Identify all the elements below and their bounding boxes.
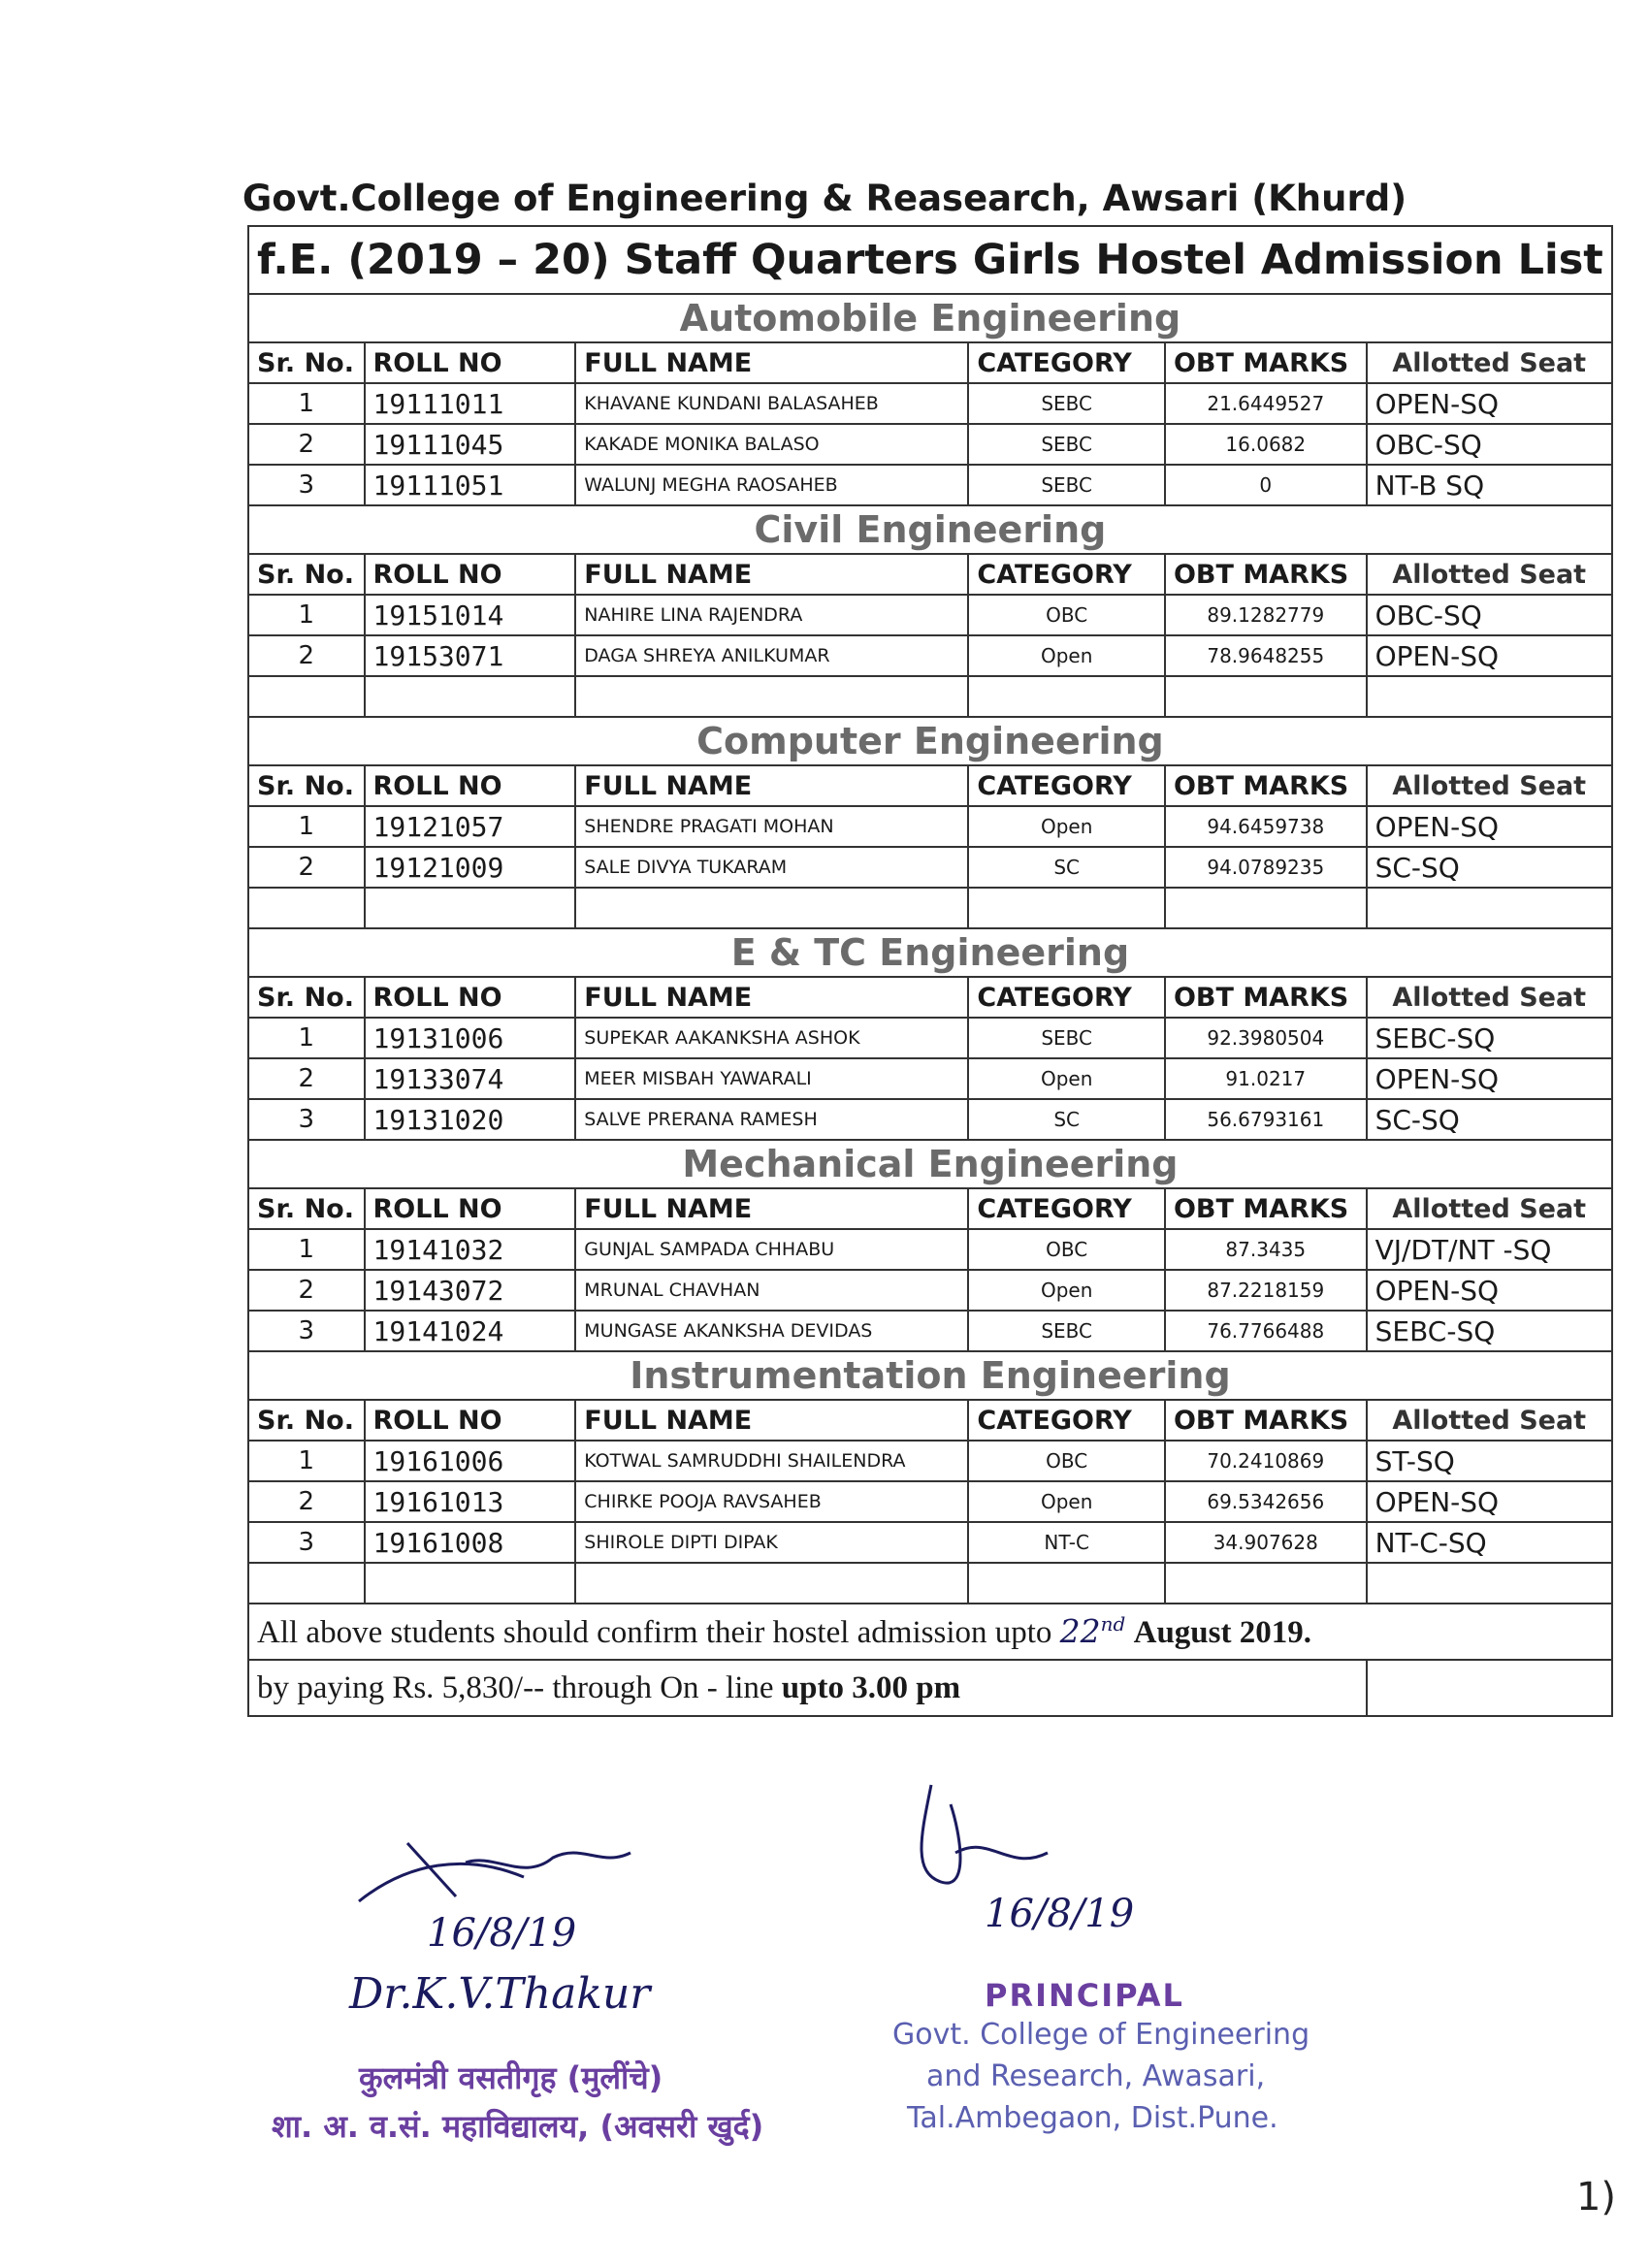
allotted-seat-cell: SEBC-SQ [1367,1311,1612,1351]
header-full-name: FULL NAME [575,977,968,1018]
allotted-seat-cell: OBC-SQ [1367,424,1612,465]
obt-marks-cell: 89.1282779 [1165,595,1367,635]
header-allotted-seat: Allotted Seat [1367,1400,1612,1441]
category-cell: OBC [968,595,1165,635]
roll-no-cell: 19161006 [365,1441,576,1481]
sr-no-cell: 2 [248,1481,365,1522]
full-name-cell: SHIROLE DIPTI DIPAK [575,1522,968,1563]
obt-marks-cell: 21.6449527 [1165,383,1367,424]
table-row [248,806,1612,847]
allotted-seat-cell: OPEN-SQ [1367,635,1612,676]
section-title-row [248,1140,1612,1188]
principal-stamp-line1: Govt. College of Engineering [892,2018,1310,2052]
header-roll-no: ROLL NO [365,342,576,383]
obt-marks-cell: 87.3435 [1165,1229,1367,1270]
full-name-cell: KHAVANE KUNDANI BALASAHEB [575,383,968,424]
sr-no-cell: 2 [248,1270,365,1311]
allotted-seat-cell: NT-C-SQ [1367,1522,1612,1563]
category-cell [968,676,1165,717]
roll-no-cell: 19111011 [365,383,576,424]
table-row [248,424,1612,465]
section-title: Computer Engineering [248,717,1612,765]
header-roll-no: ROLL NO [365,765,576,806]
category-cell: SEBC [968,383,1165,424]
header-full-name: FULL NAME [575,342,968,383]
category-cell [968,888,1165,928]
table-row [248,676,1612,717]
allotted-seat-cell: ST-SQ [1367,1441,1612,1481]
header-roll-no: ROLL NO [365,977,576,1018]
sr-no-cell: 3 [248,1099,365,1140]
header-obt-marks: OBT MARKS [1165,554,1367,595]
category-cell: SEBC [968,1018,1165,1058]
warden-signature-date: 16/8/19 [427,1911,577,1956]
sr-no-cell: 2 [248,847,365,888]
allotted-seat-cell: OBC-SQ [1367,595,1612,635]
header-allotted-seat: Allotted Seat [1367,765,1612,806]
category-cell: Open [968,635,1165,676]
institute-name: Govt.College of Engineering & Reasearch, Awsari (Khurd) [242,178,1407,219]
table-row [248,1270,1612,1311]
column-header-row [248,1400,1612,1441]
sr-no-cell [248,888,365,928]
obt-marks-cell [1165,676,1367,717]
header-allotted-seat: Allotted Seat [1367,342,1612,383]
roll-no-cell: 19133074 [365,1058,576,1099]
category-cell: SEBC [968,424,1165,465]
header-obt-marks: OBT MARKS [1165,1188,1367,1229]
full-name-cell: SALE DIVYA TUKARAM [575,847,968,888]
header-full-name: FULL NAME [575,765,968,806]
header-sr-no: Sr. No. [248,1400,365,1441]
allotted-seat-cell: NT-B SQ [1367,465,1612,505]
full-name-cell: CHIRKE POOJA RAVSAHEB [575,1481,968,1522]
header-obt-marks: OBT MARKS [1165,342,1367,383]
header-obt-marks: OBT MARKS [1165,1400,1367,1441]
header-roll-no: ROLL NO [365,1400,576,1441]
header-obt-marks: OBT MARKS [1165,765,1367,806]
header-category: CATEGORY [968,1400,1165,1441]
table-row [248,383,1612,424]
full-name-cell [575,888,968,928]
full-name-cell: KAKADE MONIKA BALASO [575,424,968,465]
column-header-row [248,342,1612,383]
obt-marks-cell: 34.907628 [1165,1522,1367,1563]
obt-marks-cell [1165,1563,1367,1604]
table-row [248,595,1612,635]
column-header-row [248,977,1612,1018]
category-cell [968,1563,1165,1604]
payment-note-row [248,1660,1612,1716]
obt-marks-cell: 16.0682 [1165,424,1367,465]
section-title-row [248,1351,1612,1400]
payment-deadline: upto 3.00 pm [781,1669,961,1705]
column-header-row [248,765,1612,806]
warden-signature-scribble [349,1824,660,1921]
full-name-cell [575,676,968,717]
allotted-seat-cell [1367,1563,1612,1604]
roll-no-cell: 19151014 [365,595,576,635]
obt-marks-cell: 94.6459738 [1165,806,1367,847]
table-row [248,1522,1612,1563]
full-name-cell: NAHIRE LINA RAJENDRA [575,595,968,635]
obt-marks-cell: 69.5342656 [1165,1481,1367,1522]
section-title: Instrumentation Engineering [248,1351,1612,1400]
table-row [248,465,1612,505]
header-sr-no: Sr. No. [248,1188,365,1229]
obt-marks-cell [1165,888,1367,928]
section-title-row [248,294,1612,342]
header-sr-no: Sr. No. [248,554,365,595]
roll-no-cell: 19121057 [365,806,576,847]
roll-no-cell [365,888,576,928]
category-cell: SEBC [968,465,1165,505]
section-title: Civil Engineering [248,505,1612,554]
table-row [248,1441,1612,1481]
obt-marks-cell: 92.3980504 [1165,1018,1367,1058]
category-cell: Open [968,1270,1165,1311]
hostel-stamp-line1: कुलमंत्री वसतीगृह (मुलींचे) [359,2059,663,2096]
principal-signature-date: 16/8/19 [985,1892,1135,1936]
obt-marks-cell: 76.7766488 [1165,1311,1367,1351]
table-row [248,1018,1612,1058]
header-full-name: FULL NAME [575,554,968,595]
sr-no-cell: 2 [248,424,365,465]
section-title-row [248,717,1612,765]
header-roll-no: ROLL NO [365,554,576,595]
category-cell: SC [968,847,1165,888]
roll-no-cell: 19131006 [365,1018,576,1058]
sr-no-cell: 2 [248,635,365,676]
obt-marks-cell: 87.2218159 [1165,1270,1367,1311]
obt-marks-cell: 56.6793161 [1165,1099,1367,1140]
header-obt-marks: OBT MARKS [1165,977,1367,1018]
header-category: CATEGORY [968,342,1165,383]
obt-marks-cell: 78.9648255 [1165,635,1367,676]
sr-no-cell: 3 [248,1522,365,1563]
full-name-cell: SHENDRE PRAGATI MOHAN [575,806,968,847]
roll-no-cell: 19121009 [365,847,576,888]
allotted-seat-cell: SEBC-SQ [1367,1018,1612,1058]
full-name-cell: GUNJAL SAMPADA CHHABU [575,1229,968,1270]
page-mark: 1) [1575,2175,1616,2219]
payment-note-empty-cell [1367,1660,1612,1716]
column-header-row [248,554,1612,595]
warden-signature-block [272,1824,766,2192]
roll-no-cell [365,676,576,717]
allotted-seat-cell: OPEN-SQ [1367,1481,1612,1522]
section-title-row [248,928,1612,977]
category-cell: SEBC [968,1311,1165,1351]
roll-no-cell [365,1563,576,1604]
full-name-cell: SALVE PRERANA RAMESH [575,1099,968,1140]
table-row [248,1311,1612,1351]
table-row [248,1099,1612,1140]
roll-no-cell: 19131020 [365,1099,576,1140]
hostel-stamp-line2: शा. अ. व.सं. महाविद्यालय, (अवसरी खुर्द) [272,2108,764,2145]
category-cell: SC [968,1099,1165,1140]
allotted-seat-cell: OPEN-SQ [1367,806,1612,847]
table-row [248,635,1612,676]
sr-no-cell: 2 [248,1058,365,1099]
roll-no-cell: 19111051 [365,465,576,505]
sr-no-cell: 1 [248,806,365,847]
table-row [248,1229,1612,1270]
sr-no-cell: 1 [248,1018,365,1058]
admission-list-table [247,225,1613,1717]
confirmation-note-row [248,1604,1612,1660]
allotted-seat-cell: SC-SQ [1367,847,1612,888]
category-cell: OBC [968,1229,1165,1270]
confirmation-note [248,1604,1612,1660]
roll-no-cell: 19153071 [365,635,576,676]
sr-no-cell: 3 [248,1311,365,1351]
full-name-cell: WALUNJ MEGHA RAOSAHEB [575,465,968,505]
header-category: CATEGORY [968,1188,1165,1229]
column-header-row [248,1188,1612,1229]
warden-name: Dr.K.V.Thakur [349,1969,651,2019]
header-category: CATEGORY [968,977,1165,1018]
table-row [248,1563,1612,1604]
section-title-row [248,505,1612,554]
sr-no-cell: 1 [248,383,365,424]
header-full-name: FULL NAME [575,1400,968,1441]
allotted-seat-cell: OPEN-SQ [1367,1058,1612,1099]
allotted-seat-cell: OPEN-SQ [1367,1270,1612,1311]
principal-signature-block [873,1775,1319,2183]
category-cell: OBC [968,1441,1165,1481]
allotted-seat-cell: SC-SQ [1367,1099,1612,1140]
full-name-cell: SUPEKAR AAKANKSHA ASHOK [575,1018,968,1058]
section-title: Mechanical Engineering [248,1140,1612,1188]
header-roll-no: ROLL NO [365,1188,576,1229]
sr-no-cell: 1 [248,1229,365,1270]
roll-no-cell: 19161008 [365,1522,576,1563]
section-title: Automobile Engineering [248,294,1612,342]
sr-no-cell [248,676,365,717]
full-name-cell: MRUNAL CHAVHAN [575,1270,968,1311]
allotted-seat-cell [1367,676,1612,717]
header-category: CATEGORY [968,765,1165,806]
list-title: f.E. (2019 – 20) Staff Quarters Girls Hostel Admission List [248,226,1612,294]
roll-no-cell: 19141032 [365,1229,576,1270]
obt-marks-cell: 91.0217 [1165,1058,1367,1099]
header-sr-no: Sr. No. [248,977,365,1018]
full-name-cell [575,1563,968,1604]
sr-no-cell [248,1563,365,1604]
note-text: All above students should confirm their hostel admission upto [257,1615,1052,1650]
sr-no-cell: 1 [248,595,365,635]
note-month: August 2019. [1133,1615,1311,1650]
category-cell: Open [968,806,1165,847]
table-row [248,1058,1612,1099]
allotted-seat-cell: VJ/DT/NT -SQ [1367,1229,1612,1270]
roll-no-cell: 19161013 [365,1481,576,1522]
roll-no-cell: 19111045 [365,424,576,465]
payment-note [248,1660,1367,1716]
note-day-suffix: nd [1100,1612,1126,1636]
allotted-seat-cell [1367,888,1612,928]
header-allotted-seat: Allotted Seat [1367,1188,1612,1229]
category-cell: Open [968,1058,1165,1099]
principal-signature-scribble [902,1775,1096,1901]
obt-marks-cell: 0 [1165,465,1367,505]
roll-no-cell: 19143072 [365,1270,576,1311]
sr-no-cell: 3 [248,465,365,505]
sr-no-cell: 1 [248,1441,365,1481]
full-name-cell: DAGA SHREYA ANILKUMAR [575,635,968,676]
table-row [248,888,1612,928]
roll-no-cell: 19141024 [365,1311,576,1351]
category-cell: NT-C [968,1522,1165,1563]
section-title: E & TC Engineering [248,928,1612,977]
full-name-cell: MEER MISBAH YAWARALI [575,1058,968,1099]
table-row [248,1481,1612,1522]
header-allotted-seat: Allotted Seat [1367,977,1612,1018]
obt-marks-cell: 94.0789235 [1165,847,1367,888]
principal-stamp-line2: and Research, Awasari, [926,2059,1266,2093]
table-row [248,847,1612,888]
principal-stamp-title: PRINCIPAL [985,1977,1184,2014]
header-full-name: FULL NAME [575,1188,968,1229]
obt-marks-cell: 70.2410869 [1165,1441,1367,1481]
header-sr-no: Sr. No. [248,342,365,383]
full-name-cell: KOTWAL SAMRUDDHI SHAILENDRA [575,1441,968,1481]
header-allotted-seat: Allotted Seat [1367,554,1612,595]
header-category: CATEGORY [968,554,1165,595]
header-sr-no: Sr. No. [248,765,365,806]
principal-stamp-line3: Tal.Ambegaon, Dist.Pune. [907,2101,1278,2135]
payment-text: by paying Rs. 5,830/-- through On - line [257,1669,774,1705]
category-cell: Open [968,1481,1165,1522]
allotted-seat-cell: OPEN-SQ [1367,383,1612,424]
note-day: 22 [1059,1612,1101,1650]
full-name-cell: MUNGASE AKANKSHA DEVIDAS [575,1311,968,1351]
